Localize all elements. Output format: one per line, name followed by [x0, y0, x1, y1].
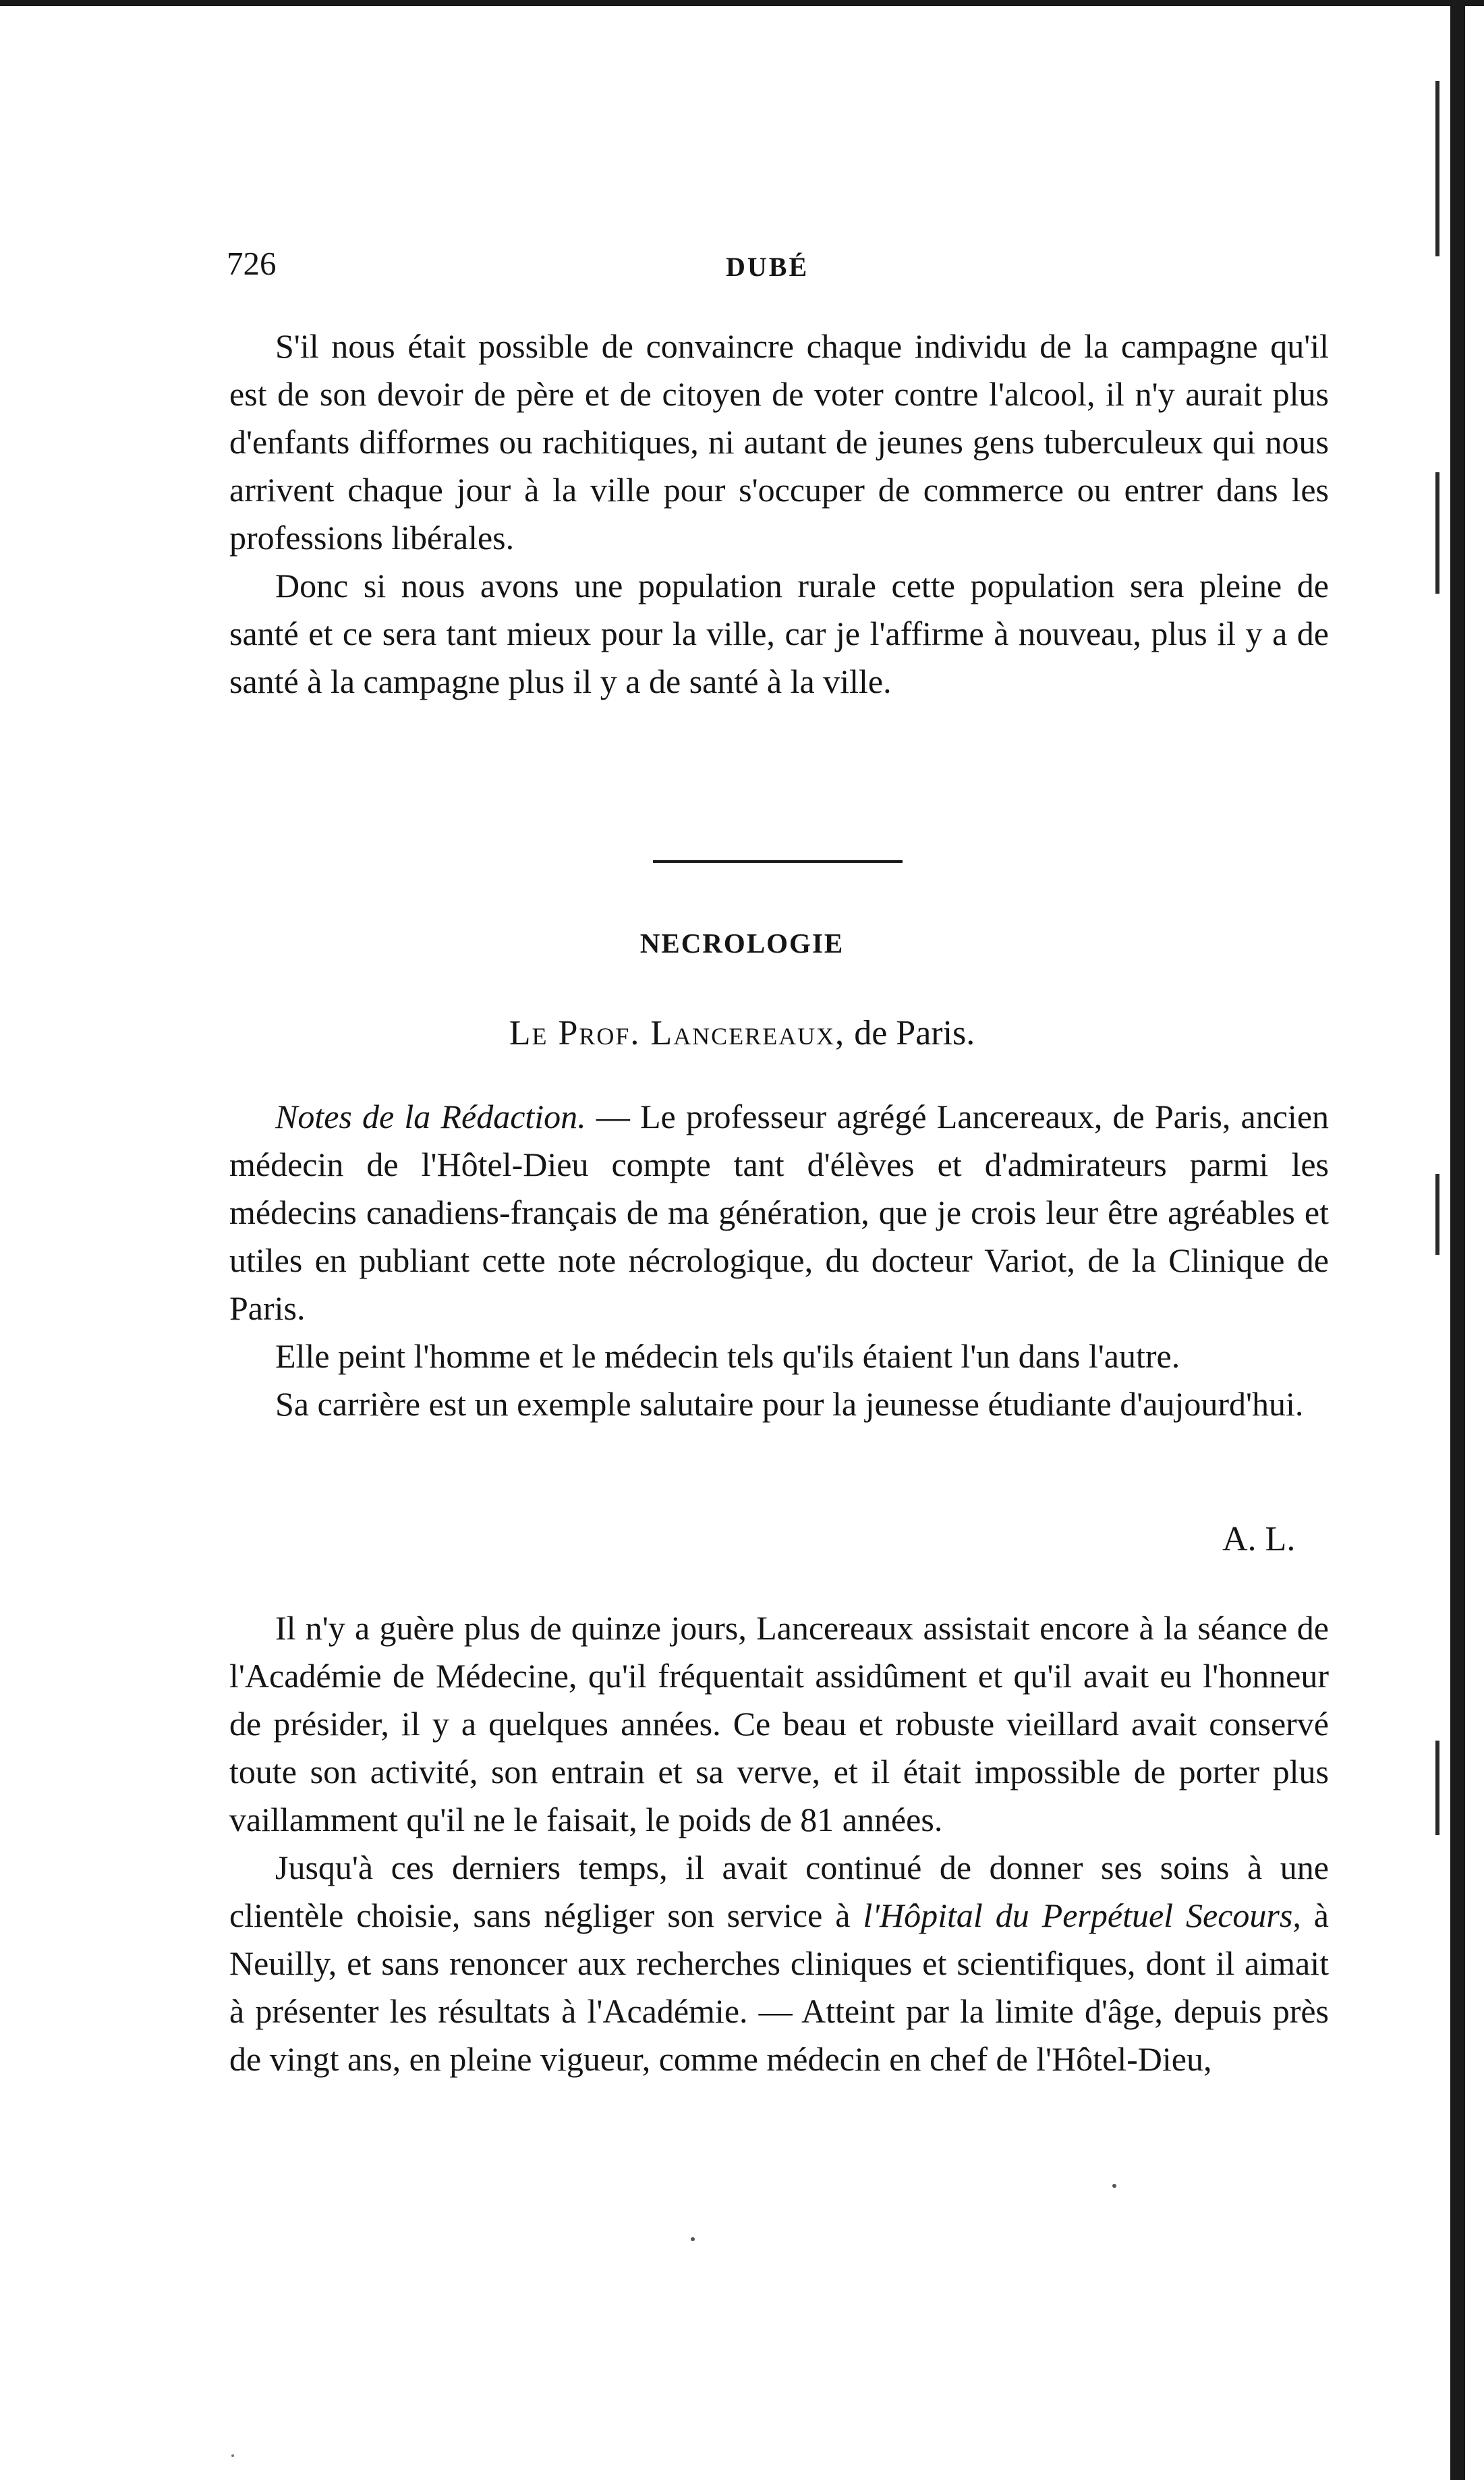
intro-paragraph: Donc si nous avons une population rurale cette population sera pleine de santé et ce sera tant mieux pour la ville, car je l'affirme à nouveau, plus il y a de santé à la campagne plus il y a de santé à la ville. [229, 567, 1329, 700]
editor-note-label: Notes de la Rédaction. [275, 1098, 586, 1135]
scan-speck [231, 2454, 234, 2457]
editor-note-paragraph: Sa carrière est un exemple salutaire pour la jeunesse étudiante d'aujourd'hui. [275, 1385, 1304, 1423]
scan-speck [1112, 2184, 1116, 2188]
hospital-name: l'Hôpital du Perpétuel Secours, [863, 1896, 1301, 1934]
page-number: 726 [227, 245, 277, 282]
editor-signature: A. L. [1222, 1520, 1296, 1558]
editor-note-paragraph: Elle peint l'homme et le médecin tels qu'ils étaient l'un dans l'autre. [275, 1337, 1180, 1375]
subject-name: Le Prof. Lancereaux, [509, 1014, 846, 1052]
obituary-paragraph: Il n'y a guère plus de quinze jours, Lancereaux assistait encore à la séance de l'Académie de Médecine, qu'il fréquentait assidûment et qu'il avait eu l'honneur de présider, il y a quelques années. Ce beau et robuste vieillard avait conservé toute son activité, son entrain et sa verve, et il était impossible de porter plus vaillamment qu'il ne le faisait, le poids de 81 années. [229, 1609, 1329, 1838]
editor-note-body: — Le professeur agrégé Lancereaux, de Paris, ancien médecin de l'Hôtel-Dieu compte tant d'élèves et d'admirateurs parmi les médecins canadiens-français de ma génération, que je crois leur être agréables et utiles en publiant cette note nécrologique, du docteur Variot, de la Clinique de Paris. [229, 1098, 1330, 1327]
section-heading: NECROLOGIE [639, 928, 845, 959]
obituary-text-run: à Neuilly, et sans renoncer aux recherches cliniques et scientifiques, dont il aimait à présenter les résultats à l'Académie. — Atteint par la limite d'âge, depuis près de vingt ans, en pleine vigueur, comme médecin en chef de l'Hôtel-Dieu, [229, 1896, 1329, 2078]
obituary-text-run: Jusqu'à ces derniers temps, il avait continué de donner ses soins à une clientèle choisie, sans négliger son service à [229, 1849, 1329, 1934]
running-head: DUBÉ [726, 252, 809, 282]
intro-paragraph: S'il nous était possible de convaincre chaque individu de la campagne qu'il est de son devoir de père et de citoyen de voter contre l'alcool, il n'y aurait plus d'enfants difformes ou rachitiques, ni autant de jeunes gens tuberculeux qui nous arrivent chaque jour à la ville pour s'occuper de commerce ou entrer dans les professions libérales. [229, 327, 1329, 557]
scan-speck [691, 2237, 695, 2241]
subject-place: de Paris. [854, 1014, 975, 1052]
